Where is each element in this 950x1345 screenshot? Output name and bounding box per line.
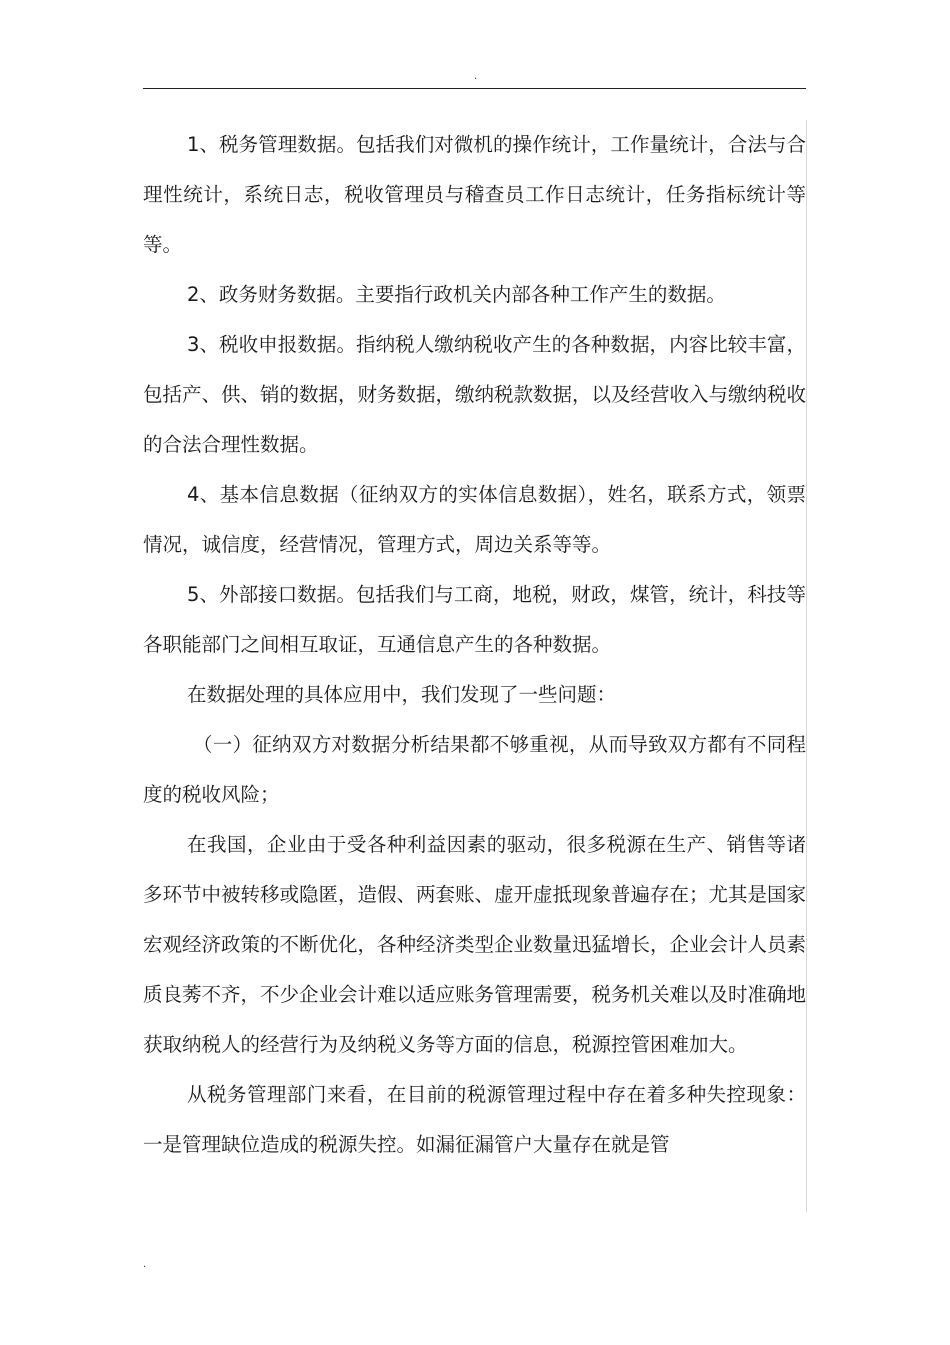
paragraph-problems-intro: 在数据处理的具体应用中，我们发现了一些问题： (187, 683, 617, 706)
footer-mark: . (143, 1259, 147, 1270)
paragraph-problem-one: （一）征纳双方对数据分析结果都不够重视，从而导致双方都有不同程度的税收风险； (143, 733, 806, 806)
paragraph-tax-management-data: 1、税务管理数据。包括我们对微机的操作统计，工作量统计，合法与合理性统计，系统日志，税收管理员与稽查员工作日志统计，任务指标统计等等。 (143, 133, 806, 256)
paragraph-government-finance-data: 2、政务财务数据。主要指行政机关内部各种工作产生的数据。 (187, 283, 726, 306)
paragraph-tax-declaration-data: 3、税收申报数据。指纳税人缴纳税收产生的各种数据，内容比较丰富，包括产、供、销的数据，财务数据，缴纳税款数据，以及经营收入与缴纳税收的合法合理性数据。 (143, 333, 807, 456)
paragraph-tax-authority-view: 从税务管理部门来看，在目前的税源管理过程中存在着多种失控现象：一是管理缺位造成的税源失控。如漏征漏管户大量存在就是管 (143, 1083, 806, 1156)
page-content (143, 120, 807, 1212)
header-rule (143, 88, 806, 89)
paragraph-enterprise-situation: 在我国，企业由于受各种利益因素的驱动，很多税源在生产、销售等诸多环节中被转移或隐匿，造假、两套账、虚开虚抵现象普遍存在；尤其是国家宏观经济政策的不断优化，各种经济类型企业数量迅猛增长，企业会计人员素质良莠不齐，不少企业会计难以适应账务管理需要，税务机关难以及时准确地获取纳税人的经营行为及纳税义务等方面的信息，税源控管困难加大。 (143, 833, 807, 1056)
header-mark: . (474, 71, 478, 82)
paragraph-basic-info-data: 4、基本信息数据（征纳双方的实体信息数据），姓名，联系方式，领票情况，诚信度，经营情况，管理方式，周边关系等等。 (143, 483, 806, 556)
paragraph-external-interface-data: 5、外部接口数据。包括我们与工商，地税，财政，煤管，统计，科技等各职能部门之间相互取证，互通信息产生的各种数据。 (143, 583, 806, 656)
